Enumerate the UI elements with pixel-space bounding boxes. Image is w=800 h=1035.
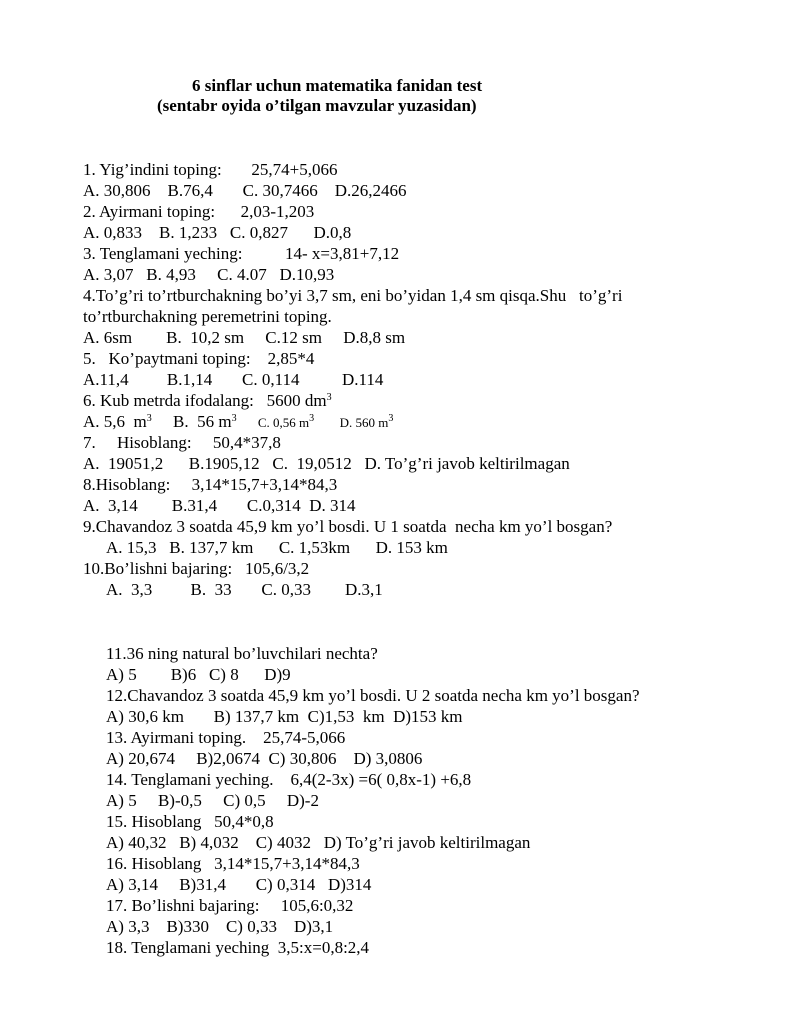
question-5: 5. Ko’paytmani toping: 2,85*4 bbox=[83, 349, 315, 368]
answer-6c-sup: 3 bbox=[309, 413, 315, 424]
question-17: 17. Bo’lishni bajaring: 105,6:0,32 bbox=[106, 896, 354, 915]
answers-5: A.11,4 B.1,14 C. 0,114 D.114 bbox=[83, 370, 384, 389]
question-8: 8.Hisoblang: 3,14*15,7+3,14*84,3 bbox=[83, 475, 338, 494]
answers-4: A. 6sm B. 10,2 sm C.12 sm D.8,8 sm bbox=[83, 328, 406, 347]
question-4: 4.To’g’ri to’rtburchakning bo’yi 3,7 sm, eni bo’yidan 1,4 sm qisqa.Shu to’g’ri bbox=[83, 286, 623, 305]
answers-14: A) 5 B)-0,5 C) 0,5 D)-2 bbox=[106, 791, 319, 810]
question-10: 10.Bo’lishni bajaring: 105,6/3,2 bbox=[83, 559, 310, 578]
question-3: 3. Tenglamani yeching: 14- x=3,81+7,12 bbox=[83, 244, 400, 263]
question-7: 7. Hisoblang: 50,4*37,8 bbox=[83, 433, 281, 452]
answer-6d-sup: 3 bbox=[388, 413, 394, 424]
title-line-1: 6 sinflar uchun matematika fanidan test bbox=[192, 76, 483, 95]
answers-8: A. 3,14 B.31,4 C.0,314 D. 314 bbox=[83, 496, 356, 515]
question-2: 2. Ayirmani toping: 2,03-1,203 bbox=[83, 202, 315, 221]
question-6-sup: 3 bbox=[326, 392, 332, 403]
answers-16: A) 3,14 B)31,4 C) 0,314 D)314 bbox=[106, 875, 372, 894]
answers-2: A. 0,833 B. 1,233 C. 0,827 D.0,8 bbox=[83, 223, 352, 242]
answer-6b: B. 56 m bbox=[151, 412, 232, 431]
question-18: 18. Tenglamani yeching 3,5:x=0,8:2,4 bbox=[106, 938, 370, 957]
question-15: 15. Hisoblang 50,4*0,8 bbox=[106, 812, 274, 831]
answers-17: A) 3,3 B)330 C) 0,33 D)3,1 bbox=[106, 917, 334, 936]
question-11: 11.36 ning natural bo’luvchilari nechta? bbox=[106, 644, 378, 663]
answer-6c: C. 0,56 m bbox=[257, 415, 310, 430]
answers-15: A) 40,32 B) 4,032 C) 4032 D) To’g’ri javob keltirilmagan bbox=[106, 833, 531, 852]
answers-7: A. 19051,2 B.1905,12 C. 19,0512 D. To’g’ri javob keltirilmagan bbox=[83, 454, 570, 473]
question-9: 9.Chavandoz 3 soatda 45,9 km yo’l bosdi. U 1 soatda necha km yo’l bosgan? bbox=[83, 517, 613, 536]
question-16: 16. Hisoblang 3,14*15,7+3,14*84,3 bbox=[106, 854, 360, 873]
answer-6d: D. 560 m bbox=[339, 415, 389, 430]
answer-6a-sup: 3 bbox=[146, 413, 152, 424]
question-14: 14. Tenglamani yeching. 6,4(2-3x) =6( 0,8x-1) +6,8 bbox=[106, 770, 472, 789]
question-13: 13. Ayirmani toping. 25,74-5,066 bbox=[106, 728, 346, 747]
question-6 bbox=[83, 390, 332, 411]
answers-3: A. 3,07 B. 4,93 C. 4.07 D.10,93 bbox=[83, 265, 335, 284]
answers-13: A) 20,674 B)2,0674 C) 30,806 D) 3,0806 bbox=[106, 749, 423, 768]
answers-1: A. 30,806 B.76,4 C. 30,7466 D.26,2466 bbox=[83, 181, 407, 200]
answers-10: A. 3,3 B. 33 C. 0,33 D.3,1 bbox=[106, 580, 383, 599]
question-6-text: 6. Kub metrda ifodalang: 5600 dm bbox=[83, 391, 327, 410]
answers-6 bbox=[83, 411, 393, 433]
question-4-cont: to’rtburchakning peremetrini toping. bbox=[83, 307, 332, 326]
title-line-2: (sentabr oyida o’tilgan mavzular yuzasidan) bbox=[157, 96, 477, 115]
answer-6a: A. 5,6 m bbox=[83, 412, 147, 431]
answer-6-gap2 bbox=[314, 412, 340, 431]
question-12: 12.Chavandoz 3 soatda 45,9 km yo’l bosdi. U 2 soatda necha km yo’l bosgan? bbox=[106, 686, 640, 705]
answer-6-gap1 bbox=[237, 412, 258, 431]
answer-6b-sup: 3 bbox=[231, 413, 237, 424]
answers-11: A) 5 B)6 C) 8 D)9 bbox=[106, 665, 291, 684]
answers-9: A. 15,3 B. 137,7 km C. 1,53km D. 153 km bbox=[106, 538, 448, 557]
answers-12: A) 30,6 km B) 137,7 km C)1,53 km D)153 km bbox=[106, 707, 463, 726]
question-1: 1. Yig’indini toping: 25,74+5,066 bbox=[83, 160, 338, 179]
